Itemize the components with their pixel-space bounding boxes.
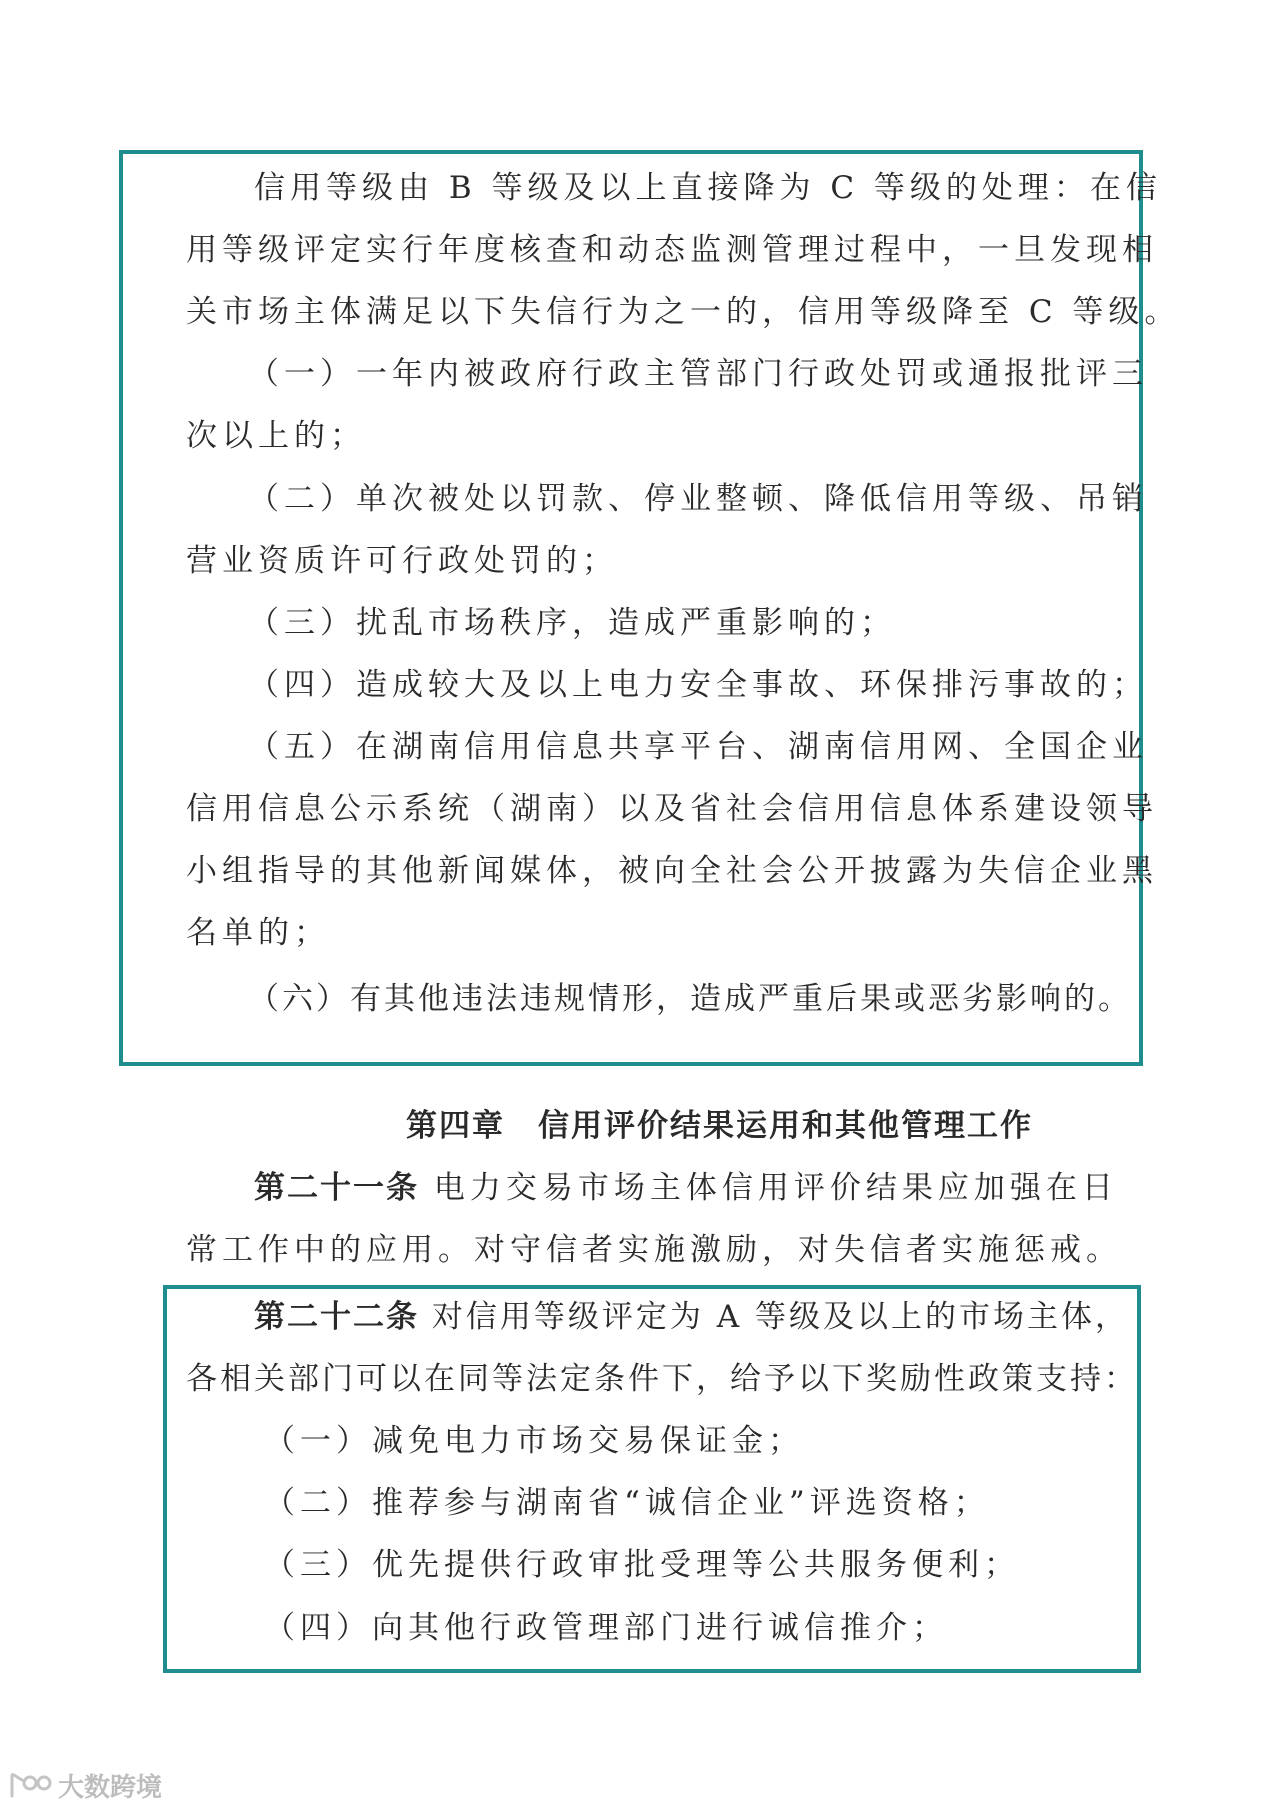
paragraph-line: 次以上的； [186,418,366,454]
article-22-line-2: 各相关部门可以在同等法定条件下，给予以下奖励性政策支持： [186,1361,1138,1397]
list-item: （四）向其他行政管理部门进行诚信推介； [264,1610,948,1646]
paragraph-line: 关市场主体满足以下失信行为之一的，信用等级降至 C 等级。 [186,294,1181,330]
list-item: （四）造成较大及以上电力安全事故、环保排污事故的； [248,667,1148,703]
watermark-logo-icon [8,1770,52,1800]
list-item: （三）优先提供行政审批受理等公共服务便利； [264,1547,1020,1583]
paragraph-line: 信用等级由 B 等级及以上直接降为 C 等级的处理：在信 [254,170,1162,206]
paragraph-line: 小组指导的其他新闻媒体，被向全社会公开披露为失信企业黑 [186,853,1158,889]
watermark-text: 大数跨境 [58,1772,163,1803]
chapter-heading: 第四章 信用评价结果运用和其他管理工作 [406,1108,1033,1144]
watermark [8,1768,162,1802]
list-item: （二）推荐参与湖南省“诚信企业”评选资格； [264,1485,990,1521]
paragraph-line: 信用信息公示系统（湖南）以及省社会信用信息体系建设领导 [186,791,1158,827]
article-21-label: 第二十一条 [254,1170,419,1206]
article-21-text: 电力交易市场主体信用评价结果应加强在日 [433,1170,1118,1206]
list-item: （一）减免电力市场交易保证金； [264,1423,804,1459]
list-item: （二）单次被处以罚款、停业整顿、降低信用等级、吊销 [248,481,1148,517]
article-22-line-1 [254,1297,1129,1337]
article-22-label: 第二十二条 [254,1299,419,1335]
list-item: （五）在湖南信用信息共享平台、湖南信用网、全国企业 [248,729,1148,765]
article-21-line-2: 常工作中的应用。对守信者实施激励，对失信者实施惩戒。 [186,1232,1122,1268]
paragraph-line: 营业资质许可行政处罚的； [186,543,618,579]
paragraph-line: 名单的； [186,915,330,951]
list-item: （六）有其他违法违规情形，造成严重后果或恶劣影响的。 [248,981,1132,1017]
paragraph-line: 用等级评定实行年度核查和动态监测管理过程中，一旦发现相 [186,232,1158,268]
article-21-line-1 [254,1168,1118,1208]
list-item: （三）扰乱市场秩序，造成严重影响的； [248,605,896,641]
list-item: （一）一年内被政府行政主管部门行政处罚或通报批评三 [248,356,1148,392]
article-22-text: 对信用等级评定为 A 等级及以上的市场主体， [431,1299,1129,1335]
